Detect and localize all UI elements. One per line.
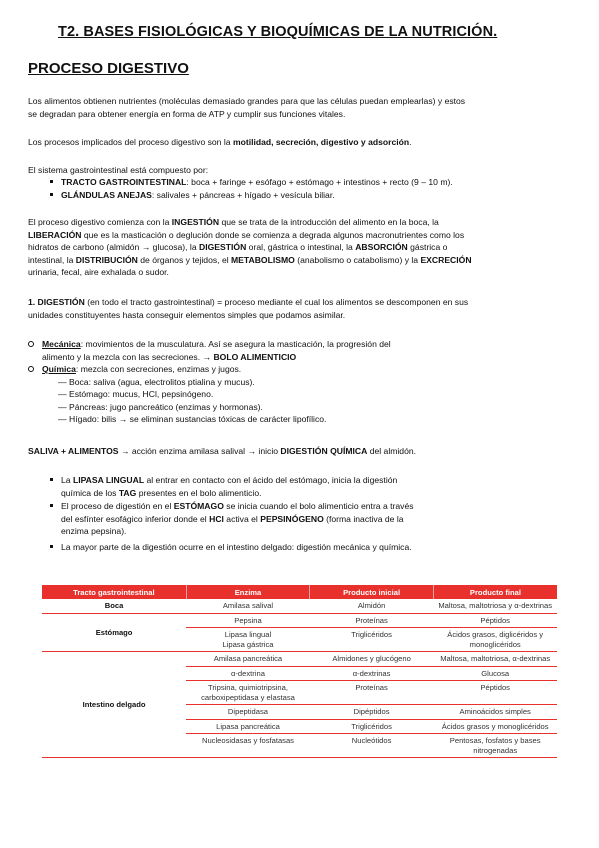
sistema-list bbox=[50, 176, 453, 201]
section-cell: Boca bbox=[42, 599, 186, 613]
list-item: GLÁNDULAS ANEJAS: salivales + páncreas + hígado + vesícula biliar. bbox=[50, 189, 453, 202]
saliva-line: SALIVA + ALIMENTOS → acción enzima amilasa salival → inicio DIGESTIÓN QUÍMICA del almidón. bbox=[28, 446, 417, 456]
section-heading: PROCESO DIGESTIVO bbox=[28, 60, 189, 77]
mecanica-item: Mecánica: movimientos de la musculatura. Así se asegura la masticación, la progresión del alimento y la mezcla con las secreciones. → BOLO ALIMENTICIO bbox=[28, 338, 391, 363]
quimica-item: Química: mezcla con secreciones, enzimas y jugos. — Boca: saliva (agua, electrolitos ptialina y mucus). — Estómago: mucus, HCl, pepsinógeno. — Páncreas: jugo pancreático (enzimas y hormonas). — Hígado: bilis → se eliminan sustancias tóxicas de carácter lipofílico. bbox=[28, 363, 326, 426]
table-row: Tripsina, quimiotripsina, carboxipeptidasa y elastasa Proteínas Péptidos bbox=[42, 681, 557, 705]
table-header-row bbox=[42, 585, 557, 599]
table-row: α-dextrina α-dextrinas Glucosa bbox=[42, 666, 557, 681]
digestion-paragraph: 1. DIGESTIÓN (en todo el tracto gastrointestinal) = proceso mediante el cual los alimentos se descomponen en sus unidades constituyentes hasta conseguir elementos simples que podamos asimilar. bbox=[28, 297, 469, 320]
digestion-enzymes-table bbox=[42, 585, 557, 758]
bullet-estomago: El proceso de digestión en el ESTÓMAGO se inicia cuando el bolo alimenticio entra a través del esfínter esofágico inferior donde el HCl activa el PEPSINÓGENO (forma inactiva de la enzima pepsina). bbox=[50, 500, 414, 538]
bullet-lipasa: La LIPASA LINGUAL al entrar en contacto con el ácido del estómago, inicia la digestión química de los TAG presentes en el bolo alimenticio. bbox=[50, 474, 397, 499]
section-cell: Intestino delgado bbox=[42, 652, 186, 758]
list-item: — Estómago: mucus, HCl, pepsinógeno. bbox=[58, 389, 214, 399]
bullet-intestino: La mayor parte de la digestión ocurre en el intestino delgado: digestión mecánica y química. bbox=[50, 541, 412, 554]
column-header: Producto inicial bbox=[310, 585, 434, 599]
list-item: — Boca: saliva (agua, electrolitos ptialina y mucus). bbox=[58, 376, 255, 387]
table-row: Boca Amilasa salival Almidón Maltosa, maltotriosa y α-dextrinas bbox=[42, 599, 557, 613]
proceso-paragraph: El proceso digestivo comienza con la INGESTIÓN que se trata de la introducción del alimento en la boca, la LIBERACIÓN que es la masticación o deglución donde se comienza a degrada algunos macronutrientes como los hidratos de carbono (almidón → glucosa), la DIGESTIÓN oral, gástrica o intestinal, la ABSORCIÓN gástrica o intestinal, la DISTRIBUCIÓN de órganos y tejidos, el METABOLISMO (anabolismo o catabolismo) y la EXCRECIÓN urinaria, fecal, aire exhalada o sudor. bbox=[28, 217, 472, 277]
document-title: T2. BASES FISIOLÓGICAS Y BIOQUÍMICAS DE LA NUTRICIÓN. bbox=[58, 24, 498, 40]
sistema-paragraph: El sistema gastrointestinal está compuesto por: bbox=[28, 165, 209, 175]
table-row: Nucleosidasas y fosfatasas Nucleótidos Pentosas, fosfatos y bases nitrogenadas bbox=[42, 734, 557, 758]
table-row: Dipeptidasa Dipéptidos Aminoácidos simples bbox=[42, 705, 557, 720]
table-row: Lipasa lingual Lipasa gástrica Triglicéridos Ácidos grasos, diglicéridos y monoglicéridos bbox=[42, 628, 557, 652]
procesos-paragraph: Los procesos implicados del proceso digestivo son la motilidad, secreción, digestivo y adsorción. bbox=[28, 137, 412, 147]
column-header: Tracto gastrointestinal bbox=[42, 585, 186, 599]
table-row: Lipasa pancreática Triglicéridos Ácidos grasos y monoglicéridos bbox=[42, 719, 557, 734]
list-item: TRACTO GASTROINTESTINAL: boca + faringe + esófago + estómago + intestinos + recto (9 – 10 m). bbox=[50, 176, 453, 189]
table-row: Estómago Pepsina Proteínas Péptidos bbox=[42, 613, 557, 628]
table-row: Intestino delgado Amilasa pancreática Almidones y glucógeno Maltosa, maltotriosa, α-dextrinas bbox=[42, 652, 557, 667]
intro-paragraph: Los alimentos obtienen nutrientes (moléculas demasiado grandes para que las células puedan emplearlas) y estos se degradan para obtener energía en forma de ATP y cumplir sus funciones vitales. bbox=[28, 96, 466, 119]
column-header: Producto final bbox=[433, 585, 557, 599]
list-item: — Hígado: bilis → se eliminan sustancias tóxicas de carácter lipofílico. bbox=[58, 414, 327, 424]
column-header: Enzima bbox=[186, 585, 310, 599]
list-item: — Páncreas: jugo pancreático (enzimas y hormonas). bbox=[58, 401, 263, 412]
section-cell: Estómago bbox=[42, 613, 186, 652]
